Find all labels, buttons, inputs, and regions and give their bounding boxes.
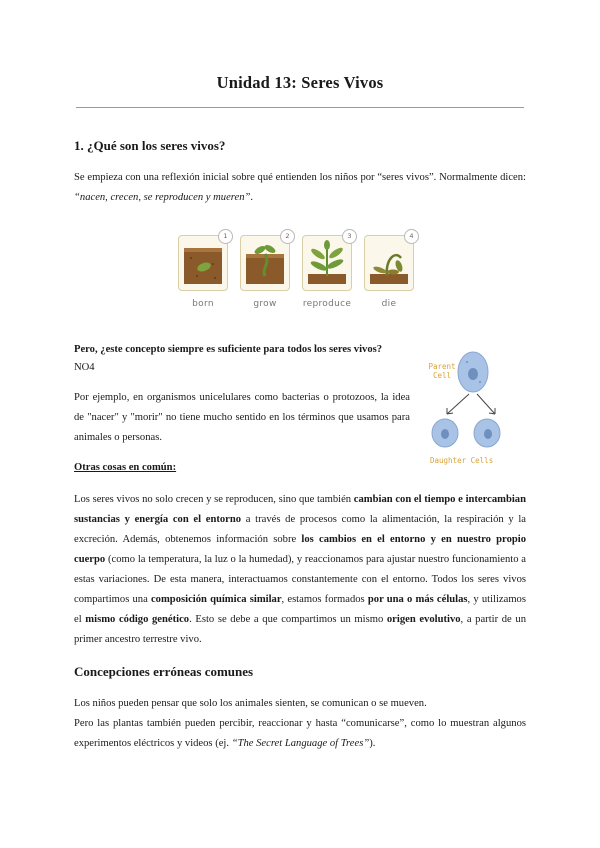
video-title: “The Secret Language of Trees” [231,738,370,749]
stage-card-die [364,232,414,291]
stage-number: 2 [280,229,295,244]
common-bold: los cambios en el entorno y en nuestro propio cuerpo [74,534,526,565]
common-bold: composición química similar [150,594,282,605]
intro-quote: “nacen, crecen, se reproducen y mueren” [74,192,251,203]
intro-paragraph [74,168,526,208]
intro-text: Se empieza con una reflexión inicial sobre qué entienden los niños por “seres vivos”. Normalmente dicen: [74,172,526,183]
common-heading: Otras cosas en común: [74,462,177,473]
intro-end: . [250,192,254,203]
question-note: NO4 [74,362,95,373]
common-text: . Esto se debe a que compartimos un mismo [189,614,387,625]
sprout-icon [241,236,289,290]
common-text: , estamos formados [281,594,368,605]
common-bold: por una o más células [367,594,468,605]
common-text: Los seres vivos no solo crecen y se reproducen, sino que también [74,494,354,505]
page-title: Unidad 13: Seres Vivos [216,73,384,92]
common-bold: origen evolutivo [386,614,461,625]
stage-card-reproduce [302,232,352,291]
section-heading-seres-vivos: 1. ¿Qué son los seres vivos? [74,138,226,153]
common-bold: mismo código genético [85,614,190,625]
misconceptions-paragraph [74,714,526,754]
section-heading-misconceptions: Concepciones erróneas comunes [74,664,254,679]
stage-card-grow [240,232,290,291]
misconceptions-end: ). [369,738,376,749]
title-divider [76,107,524,108]
wilted-plant-icon [365,236,413,290]
seed-icon [179,236,227,290]
common-bold: cambian con el tiempo e intercambian sustancias y energía con el entorno [74,494,526,525]
misconceptions-line-1: Los niños pueden pensar que solo los animales sienten, se comunican o se mueven. [74,698,427,709]
stage-label-reproduce: reproduce [302,299,352,309]
question-text: Pero, ¿este concepto siempre es suficiente para todos los seres vivos? [74,344,383,355]
stage-label-grow: grow [253,299,277,309]
daughter-cells-label: Daughter Cells [430,456,494,465]
parent-cell-label: Parent Cell [428,362,456,380]
stage-number: 4 [404,229,419,244]
common-text: , y utilizamos el [74,594,526,625]
common-text: , a partir de un primer ancestro terrestre vivo. [74,614,526,645]
common-text: (como la temperatura, la luz o la humedad), y reaccionamos para ajustar nuestro funcionamiento a estas variaciones. De esta manera, interactuamos constantemente con el entorno. Todos los seres vivos compartimos una [74,554,526,605]
common-text: a través de procesos como la alimentación, la respiración y la excreción. Además, obtenemos información sobre [74,514,526,545]
stage-number: 3 [342,229,357,244]
stage-card-born [178,232,228,291]
common-paragraph [74,490,526,650]
plant-icon [303,236,351,290]
misconceptions-text: Pero las plantas también pueden percibir, reaccionar y hasta “comunicarse”, como lo muestran algunos experimentos eléctricos y videos (ej. [74,718,526,749]
stage-label-die: die [381,299,397,309]
stage-number: 1 [218,229,233,244]
stage-label-born: born [192,299,214,309]
cell-division-diagram [425,348,535,456]
unicellular-paragraph: Por ejemplo, en organismos unicelulares como bacterias o protozoos, la idea de "nacer" y "morir" no tiene mucho sentido en los términos que usamos para animales o personas. [74,392,410,443]
